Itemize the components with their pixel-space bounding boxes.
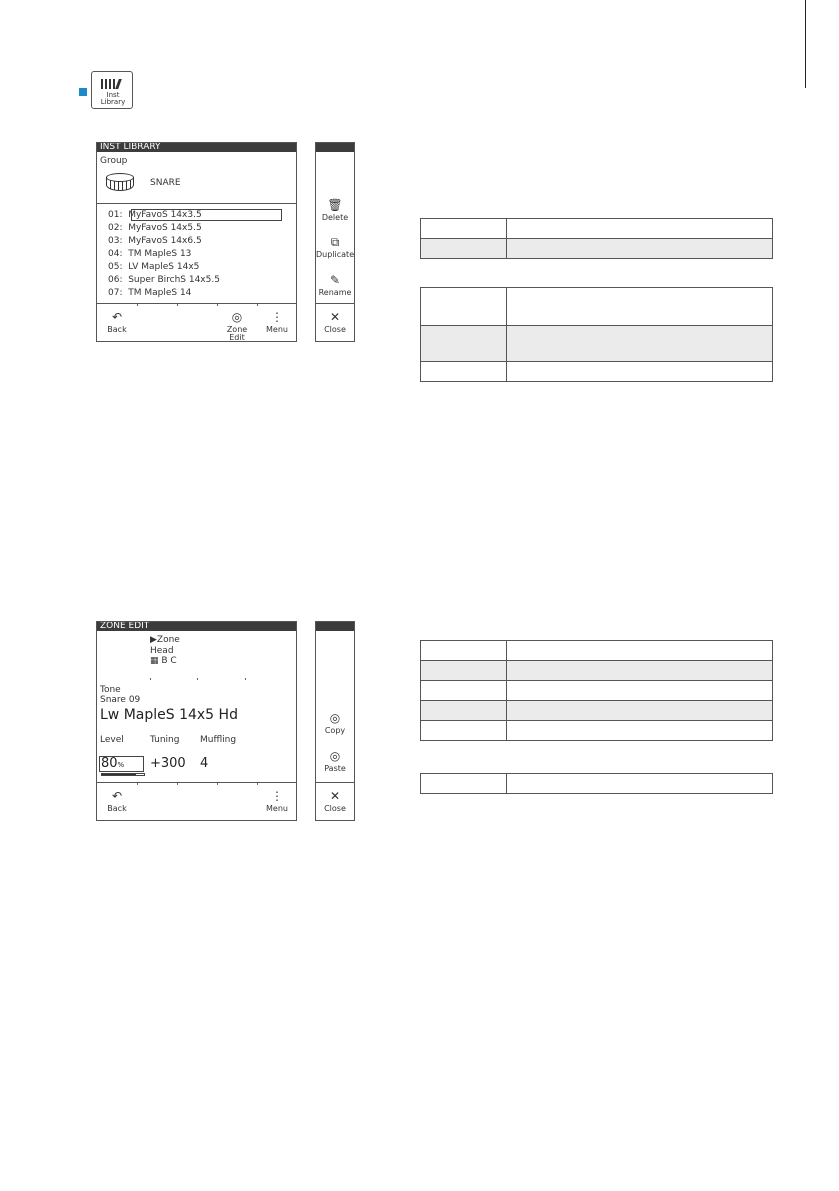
zone-edit-screen bbox=[96, 621, 297, 821]
menu-button[interactable]: ⋮ Menu bbox=[257, 311, 297, 334]
tone-category: Snare 09 bbox=[100, 695, 141, 705]
parameter-table-4 bbox=[420, 773, 773, 794]
group-label: Group bbox=[100, 156, 128, 166]
screen-title: INST LIBRARY bbox=[97, 143, 296, 152]
page-margin-rule bbox=[805, 0, 806, 88]
copy-button[interactable]: ◎ Copy bbox=[316, 712, 354, 735]
divider bbox=[97, 203, 296, 204]
paste-icon: ◎ bbox=[329, 749, 341, 763]
snare-drum-icon bbox=[106, 173, 134, 191]
trash-icon: 🗑 bbox=[327, 198, 343, 212]
menu-button[interactable]: ⋮ Menu bbox=[257, 790, 297, 813]
inst-library-screen bbox=[96, 142, 297, 342]
section-bullet bbox=[79, 88, 87, 96]
tuning-label: Tuning bbox=[150, 735, 180, 745]
parameter-table-2 bbox=[420, 287, 773, 382]
list-item[interactable]: 06: Super BirchS 14x5.5 bbox=[108, 275, 220, 285]
list-item[interactable]: 04: TM MapleS 13 bbox=[108, 249, 192, 259]
zone-edit-side-panel bbox=[315, 621, 355, 821]
side-divider bbox=[316, 782, 354, 783]
close-icon: ✕ bbox=[329, 310, 341, 324]
zone-selector[interactable]: ▦ B C bbox=[150, 656, 177, 666]
inst-library-icon-label-1: Inst bbox=[106, 91, 120, 99]
tuning-value[interactable]: +300 bbox=[150, 756, 186, 771]
list-item[interactable]: 05: LV MapleS 14x5 bbox=[108, 262, 200, 272]
zone-value[interactable]: Head bbox=[150, 646, 174, 656]
list-item[interactable]: 03: MyFavoS 14x6.5 bbox=[108, 236, 202, 246]
softkey-divider bbox=[97, 782, 296, 783]
screen-title: ZONE EDIT bbox=[97, 622, 296, 631]
side-divider bbox=[316, 303, 354, 304]
inst-library-side-panel bbox=[315, 142, 355, 342]
list-item[interactable]: 01: MyFavoS 14x3.5 bbox=[108, 210, 202, 220]
level-value[interactable]: 80% bbox=[101, 756, 125, 771]
inst-library-button-icon bbox=[91, 71, 133, 109]
muffling-value[interactable]: 4 bbox=[200, 756, 209, 771]
paste-button[interactable]: ◎ Paste bbox=[316, 750, 354, 773]
list-item[interactable]: 02: MyFavoS 14x5.5 bbox=[108, 223, 202, 233]
back-arrow-icon: ↶ bbox=[111, 310, 123, 324]
close-button[interactable]: ✕ Close bbox=[316, 311, 354, 334]
copy-icon: ◎ bbox=[329, 711, 341, 725]
duplicate-button[interactable]: ⧉ Duplicate bbox=[316, 235, 355, 259]
parameter-table-3 bbox=[420, 640, 773, 741]
inst-library-icon-label-2: Library bbox=[100, 98, 126, 106]
softkey-divider bbox=[97, 303, 296, 304]
kebab-menu-icon: ⋮ bbox=[271, 789, 283, 803]
parameter-table-1 bbox=[420, 218, 773, 259]
rename-button[interactable]: ✎ Rename bbox=[316, 274, 354, 297]
level-bar bbox=[101, 773, 145, 776]
pencil-icon: ✎ bbox=[329, 273, 341, 287]
group-value[interactable]: SNARE bbox=[150, 178, 181, 188]
muffling-label: Muffling bbox=[200, 735, 237, 745]
level-label: Level bbox=[100, 735, 124, 745]
tone-name[interactable]: Lw MapleS 14x5 Hd bbox=[100, 707, 238, 723]
close-icon: ✕ bbox=[329, 789, 341, 803]
kebab-menu-icon: ⋮ bbox=[271, 310, 283, 324]
zone-edit-button[interactable]: ◎ Zone Edit bbox=[217, 311, 257, 342]
duplicate-icon: ⧉ bbox=[330, 235, 340, 249]
list-item[interactable]: 07: TM MapleS 14 bbox=[108, 288, 192, 298]
tone-label: Tone bbox=[100, 685, 121, 695]
delete-button[interactable]: 🗑 Delete bbox=[316, 199, 354, 222]
back-button[interactable]: ↶ Back bbox=[97, 311, 137, 334]
library-bars-icon bbox=[101, 79, 123, 89]
close-button[interactable]: ✕ Close bbox=[316, 790, 354, 813]
back-button[interactable]: ↶ Back bbox=[97, 790, 137, 813]
zone-edit-icon: ◎ bbox=[231, 310, 243, 324]
back-arrow-icon: ↶ bbox=[111, 789, 123, 803]
zone-label: ▶Zone bbox=[150, 635, 180, 645]
